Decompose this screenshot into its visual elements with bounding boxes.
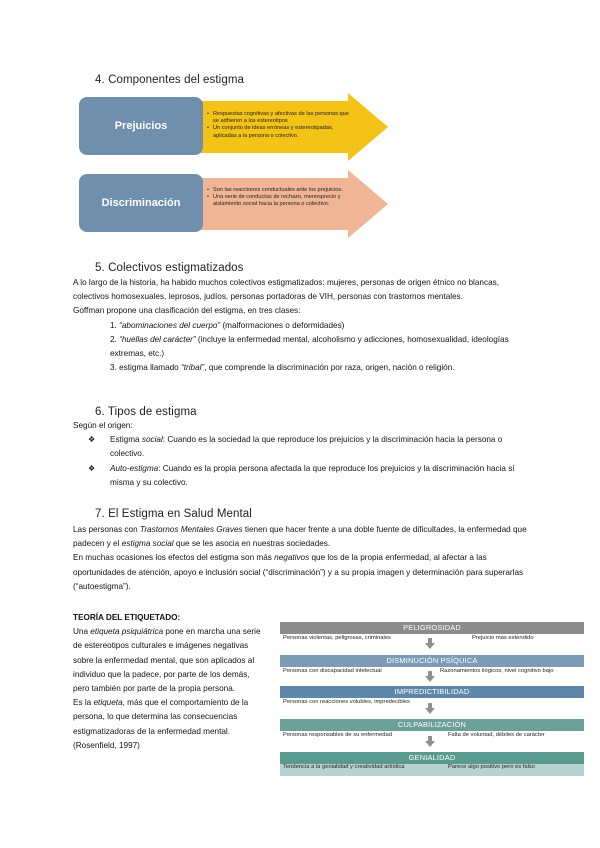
down-arrow-icon [425,643,435,649]
colectivos-paragraph: A lo largo de la historia, ha habido muchos colectivos estigmatizados: mujeres, personas de origen étnico no blancas, colectivos homosexuales, leprosos, judíos, personas portadoras de VIH, personas con trastornos mentales. [73,278,499,302]
row-right-text: Parece algo positivo pero es falso [448,764,536,770]
discriminacion-bullets [207,187,355,209]
etiquetado-heading: TEORÍA DEL ETIQUETADO: [73,613,181,622]
italic-run: Trastornos Mentales Graves [139,525,243,534]
tipos-intro: Según el origen: [73,421,133,430]
diamond-bullet-icon: ❖ [88,435,96,445]
tipo-autoestigma [73,462,528,490]
text-run: Una [73,627,91,637]
band-impredictibilidad: IMPREDICTIBILIDAD [280,686,584,698]
salud-mental-paragraph-1 [73,523,528,551]
italic-run: etiqueta psiquiátrica [90,627,164,637]
section-5-heading: 5. Colectivos estigmatizados [95,262,244,274]
text-run: En muchas ocasiones los efectos del estigma son más [73,553,275,563]
tipo-social [73,433,528,461]
row-genialidad [280,764,584,776]
diamond-bullet-icon: ❖ [88,463,96,473]
item-number: 3. [110,363,117,373]
row-left-text: Personas con reacciones volubles, impredecibles [283,699,410,705]
prejuicios-label: Prejuicios [79,97,203,155]
etiquetado-citation: (Rosenfield, 1997) [73,740,140,750]
row-left-text: Personas violentas, peligrosas, criminales [283,635,391,641]
section-5-body [73,276,528,375]
row-right-text: Razonamientos ilógicos, nivel cognitivo bajo [440,668,554,674]
section-7-body [73,523,528,594]
etiquetado-paragraph-1 [73,625,268,696]
band-peligrosidad: PELIGROSIDAD [280,622,584,634]
item-italic: “huellas del carácter” [119,334,196,344]
item-italic: “tribal” [181,363,205,373]
etiquetado-paragraph-2 [73,696,268,739]
item-rest: : Cuando es la sociedad la que reproduce los prejuicios y la discriminación hacia la persona o colectivo. [110,435,503,459]
item-rest: (malformaciones o deformidades) [220,320,345,330]
goffman-item-1 [73,319,528,333]
section-6-heading: 6. Tipos de estigma [95,406,197,418]
italic-run: negativos [274,553,310,563]
text-run: que se les asocia en nuestras sociedades. [173,539,331,549]
salud-mental-paragraph-2 [73,551,528,594]
row-right-text: Prejuicio mas extendido [472,635,534,641]
item-italic: “abominaciones del cuerpo” [119,320,221,330]
text-run: Es la [73,698,94,708]
discriminacion-bullet-2: • Una serie de conductas de rechazo, menosprecio y aislamiento social hacia la persona o colectivo. [207,194,355,208]
down-arrow-icon [425,708,435,714]
text-run: pone en marcha una serie de estereotipos culturales e imágenes negativas sobre la enfermedad mental, que son aplicados al individuo que la padece, por parte de los demás, pero también por parte de la propia persona. [73,627,261,694]
item-pre: estigma llamado [119,363,182,373]
item-rest: : Cuando es la propia persona afectada la que reproduce los prejuicios y la discriminación hacia sí misma y su colectivo. [110,463,515,487]
section-4-heading: 4. Componentes del estigma [95,74,244,86]
text-run: que los de la propia enfermedad, al afectar a las oportunidades de atención, apoyo e inclusión social (“discriminación”) y a su propia imagen y determinación para superarlas (“autoestigma”). [73,553,524,591]
text-run: Las personas con [73,525,140,534]
item-number: 2. [110,334,117,344]
discriminacion-label: Discriminación [79,174,203,232]
section-6-body [73,419,528,490]
text-run: tienen que hacer frente a una doble fuente de dificultades, la enfermedad que padecen y el [73,525,527,549]
item-pre: Estigma [110,435,142,445]
band-culpabilizacion: CULPABILIZACIÓN [280,719,584,731]
item-rest: (incluye la enfermedad mental, alcoholismo y adicciones, homosexualidad, ideologías extremas, etc.) [110,334,509,359]
section-7-heading: 7. El Estigma en Salud Mental [95,508,252,520]
prejuicios-bullets [207,111,355,140]
prejuicios-bullet-2: • Un conjunto de ideas erróneas y estereotipadas, aplicadas a la persona o colectivo. [207,125,355,139]
goffman-item-3 [73,361,528,375]
discriminacion-bullet-1: • Son las reacciones conductuales ante los prejuicios. [207,187,355,194]
item-italic: social [141,435,163,445]
goffman-paragraph: Goffman propone una clasificación del estigma, en tres clases: [73,306,301,316]
band-genialidad: GENIALIDAD [280,752,584,764]
italic-run: estigma social [121,539,174,549]
row-right-text: Falta de voluntad, débiles de carácter [448,732,545,738]
item-rest: , que comprende la discriminación por raza, origen, nación o religión. [204,363,455,373]
italic-run: etiqueta [93,698,123,708]
row-left-text: Personas con discapacidad intelectual [283,668,382,674]
etiquetado-block [73,611,268,753]
row-left-text: Personas responsables de su enfermedad [283,732,392,738]
down-arrow-icon [425,676,435,682]
text-run: , más que el comportamiento de la persona, lo que determina las consecuencias estigmatizadoras de la enfermedad mental. [73,698,249,736]
down-arrow-icon [425,741,435,747]
item-italic: Auto-estigma [110,463,159,473]
band-disminucion: DISMINUCIÓN PSÍQUICA [280,655,584,667]
item-number: 1. [110,320,117,330]
goffman-item-2 [73,333,528,361]
row-left-text: Tendencia a la genialidad y creatividad artística [283,764,405,770]
prejuicios-bullet-1: • Respuestas cognitivas y afectivas de las personas que se adhieren a los estereotipos [207,111,355,125]
